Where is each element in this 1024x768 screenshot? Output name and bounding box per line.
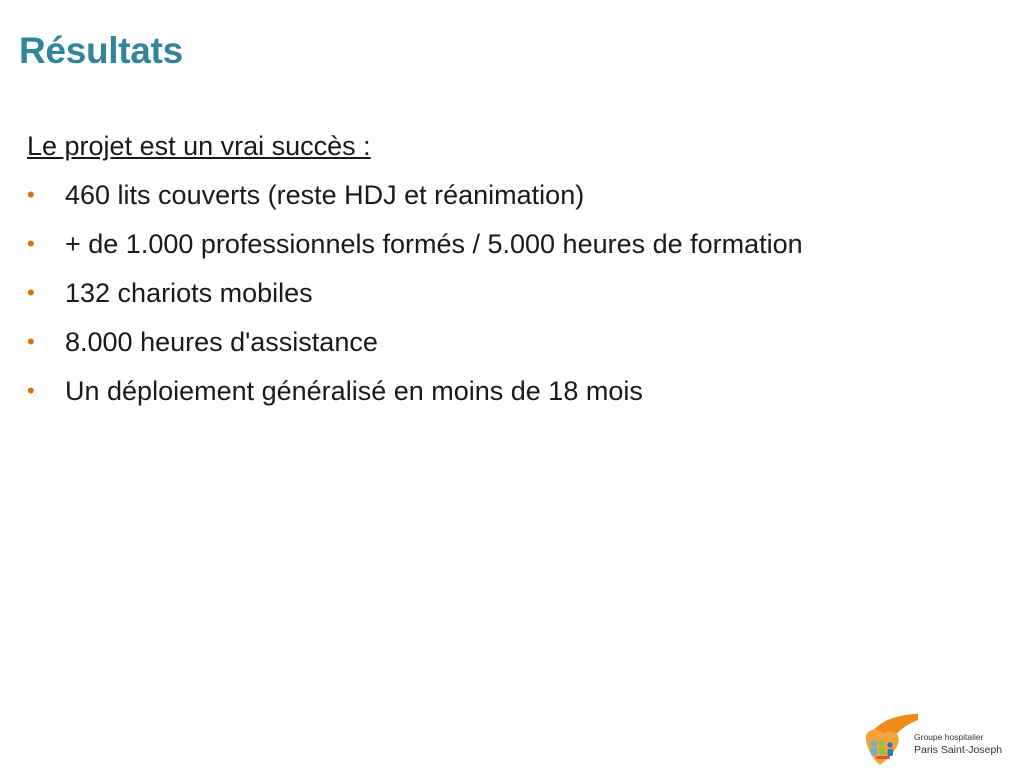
list-item bbox=[27, 275, 987, 311]
logo-text bbox=[914, 732, 1002, 757]
bullet-icon: • bbox=[27, 182, 35, 207]
slide-title: Résultats bbox=[19, 30, 183, 71]
list-item bbox=[27, 177, 987, 213]
bullet-icon: • bbox=[27, 231, 35, 256]
list-item bbox=[27, 373, 987, 409]
bullet-icon: • bbox=[27, 378, 35, 403]
logo-line-2: Paris Saint-Joseph bbox=[914, 744, 1003, 756]
list-item-text: 8.000 heures d'assistance bbox=[65, 327, 378, 357]
bullet-icon: • bbox=[27, 280, 35, 305]
list-item-text: + de 1.000 professionnels formés / 5.000 heures de formation bbox=[65, 229, 803, 259]
hospital-logo bbox=[862, 710, 1024, 766]
list-item-text: 460 lits couverts (reste HDJ et réanimation) bbox=[65, 180, 585, 210]
list-item-text: 132 chariots mobiles bbox=[65, 278, 313, 308]
list-item bbox=[27, 226, 987, 262]
bullet-list bbox=[27, 177, 987, 409]
logo-line-1: Groupe hospitalier bbox=[914, 732, 984, 742]
bullet-icon: • bbox=[27, 329, 35, 354]
slide-content bbox=[27, 128, 987, 422]
intro-text: Le projet est un vrai succès : bbox=[27, 131, 371, 161]
list-item bbox=[27, 324, 987, 360]
list-item-text: Un déploiement généralisé en moins de 18 mois bbox=[65, 376, 643, 406]
heart-logo-icon bbox=[862, 710, 918, 766]
